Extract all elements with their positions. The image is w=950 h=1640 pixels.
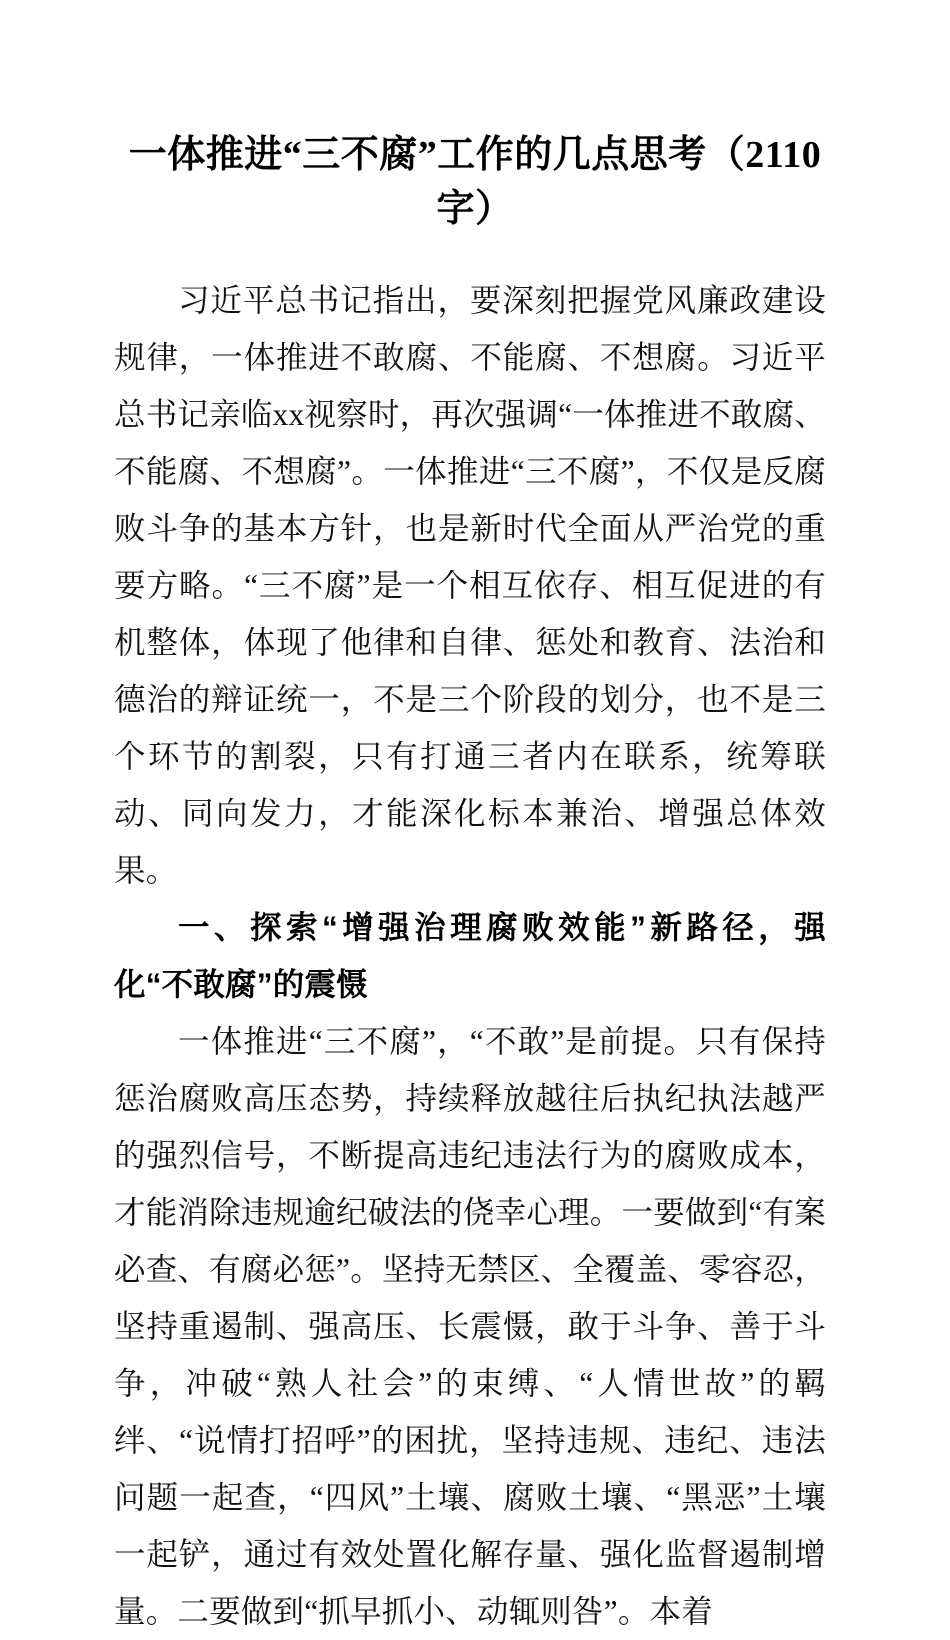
intro-paragraph: 习近平总书记指出，要深刻把握党风廉政建设规律，一体推进不敢腐、不能腐、不想腐。习近平总书记亲临xx视察时，再次强调“一体推进不敢腐、不能腐、不想腐”。一体推进“三不腐”，不仅是反腐败斗争的基本方针，也是新时代全面从严治党的重要方略。“三不腐”是一个相互依存、相互促进的有机整体，体现了他律和自律、惩处和教育、法治和德治的辩证统一，不是三个阶段的划分，也不是三个环节的割裂，只有打通三者内在联系，统筹联动、同向发力，才能深化标本兼治、增强总体效果。 (114, 283, 826, 888)
section-heading-1: 一、探索“增强治理腐败效能”新路径，强化“不敢腐”的震慑 (114, 909, 826, 1002)
document-body (114, 272, 826, 1640)
page-title: 一体推进“三不腐”工作的几点思考（2110字） (128, 134, 822, 230)
section-1-paragraph: 一体推进“三不腐”，“不敢”是前提。只有保持惩治腐败高压态势，持续释放越往后执纪执法越严的强烈信号，不断提高违纪违法行为的腐败成本，才能消除违规逾纪破法的侥幸心理。一要做到“有案必查、有腐必惩”。坚持无禁区、全覆盖、零容忍，坚持重遏制、强高压、长震慑，敢于斗争、善于斗争，冲破“熟人社会”的束缚、“人情世故”的羁绊、“说情打招呼”的困扰，坚持违规、违纪、违法问题一起查，“四风”土壤、腐败土壤、“黑恶”土壤一起铲，通过有效处置化解存量、强化监督遏制增量。二要做到“抓早抓小、动辄则咎”。本着 (114, 1024, 826, 1629)
